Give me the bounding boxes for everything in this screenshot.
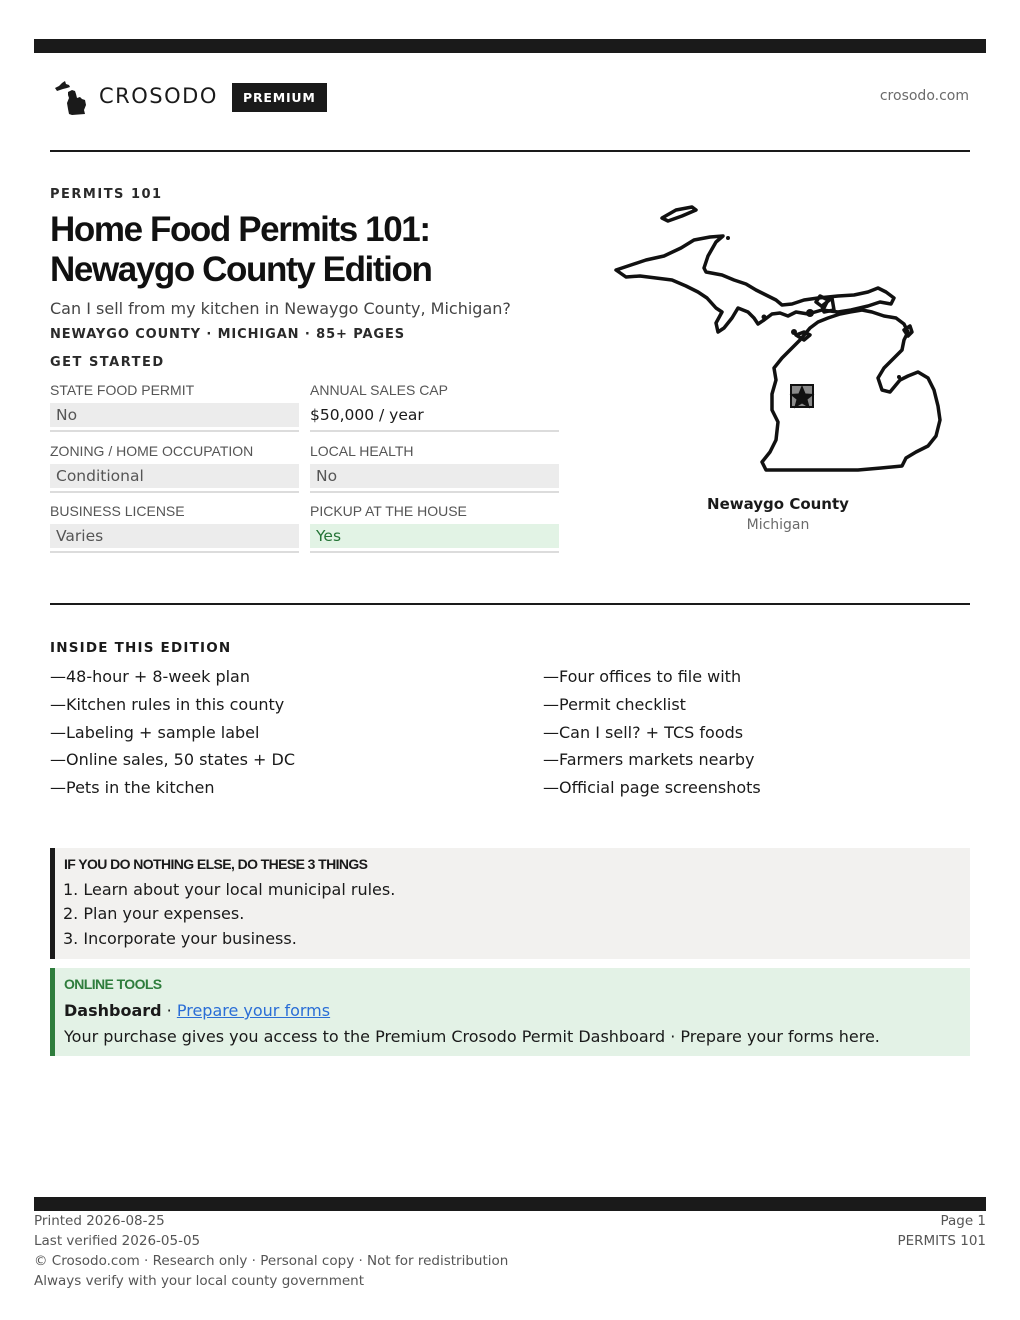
fact-value: Yes [310,524,559,548]
inside-list-right [543,667,761,806]
fact-label: ZONING / HOME OCCUPATION [50,443,254,459]
separator: · [161,1001,177,1020]
todo-item: 1. Learn about your local municipal rules. [63,880,396,899]
list-item: —Kitchen rules in this county [50,694,285,714]
title-line-1: Home Food Permits 101: [50,210,430,249]
fact-state-food-permit [50,382,299,432]
site-url[interactable]: crosodo.com [879,88,969,104]
list-item: —Official page screenshots [543,778,761,798]
list-item: —48-hour + 8-week plan [50,667,250,686]
fact-label: STATE FOOD PERMIT [50,382,195,398]
fact-label: LOCAL HEALTH [310,443,414,459]
inside-edition-title: INSIDE THIS EDITION [50,640,232,656]
fact-label: PICKUP AT THE HOUSE [310,503,467,519]
tools-links-line [64,1001,330,1020]
michigan-mitten-icon [54,80,88,116]
bottom-rule-bar [34,1197,986,1211]
verified-date: Last verified 2026-05-05 [34,1233,201,1249]
printed-date: Printed 2026-08-25 [34,1213,165,1229]
list-item: —Pets in the kitchen [50,778,215,798]
fact-value: Conditional [50,464,299,488]
todo-item: 2. Plan your expenses. [63,904,245,923]
fact-local-health [310,443,559,493]
page-title [50,210,590,290]
three-things-callout [50,848,970,959]
map-county-label: Newaygo County [707,495,849,513]
get-started-label: GET STARTED [50,355,165,370]
edition-meta: NEWAYGO COUNTY · MICHIGAN · 85+ PAGES [50,327,406,342]
fact-value: No [310,464,559,488]
section-divider [50,603,970,605]
fact-value: $50,000 / year [310,406,424,424]
fact-annual-sales-cap [310,382,559,432]
fact-value: No [50,403,299,427]
fact-business-license [50,503,299,553]
fact-value: Varies [50,524,299,548]
list-item: —Permit checklist [543,694,686,714]
fact-label: BUSINESS LICENSE [50,503,185,519]
verify-disclaimer: Always verify with your local county government [34,1273,364,1289]
callout-heading: IF YOU DO NOTHING ELSE, DO THESE 3 THINGS [64,856,368,872]
list-item: —Four offices to file with [543,667,742,686]
dashboard-label: Dashboard [64,1001,162,1020]
footer-section: PERMITS 101 [897,1233,986,1249]
prepare-forms-link[interactable]: Prepare your forms [176,1001,331,1020]
fact-zoning [50,443,299,493]
page-number: Page 1 [940,1213,986,1229]
inside-list-left [50,667,295,806]
copyright-notice: © Crosodo.com · Research only · Personal copy · Not for redistribution [34,1253,509,1269]
map-state-label: Michigan [746,517,810,533]
top-rule-bar [34,39,986,53]
michigan-map [606,200,951,480]
list-item: —Farmers markets nearby [543,750,755,770]
fact-label: ANNUAL SALES CAP [310,382,448,398]
premium-badge: PREMIUM [232,83,327,112]
tools-description: Your purchase gives you access to the Premium Crosodo Permit Dashboard · Prepare your forms here. [64,1027,880,1046]
header-divider [50,150,970,152]
fact-pickup-at-house [310,503,559,553]
list-item: —Can I sell? + TCS foods [543,722,744,742]
online-tools-callout [50,968,970,1056]
todo-item: 3. Incorporate your business. [63,929,297,948]
title-line-2: Newaygo County Edition [50,250,432,289]
eyebrow-label: PERMITS 101 [50,187,163,202]
page-header [50,78,970,118]
list-item: —Online sales, 50 states + DC [50,750,296,770]
page-subtitle: Can I sell from my kitchen in Newaygo County, Michigan? [50,299,511,318]
brand-name: CROSODO [99,84,218,108]
list-item: —Labeling + sample label [50,722,260,742]
callout-heading: ONLINE TOOLS [64,976,162,992]
